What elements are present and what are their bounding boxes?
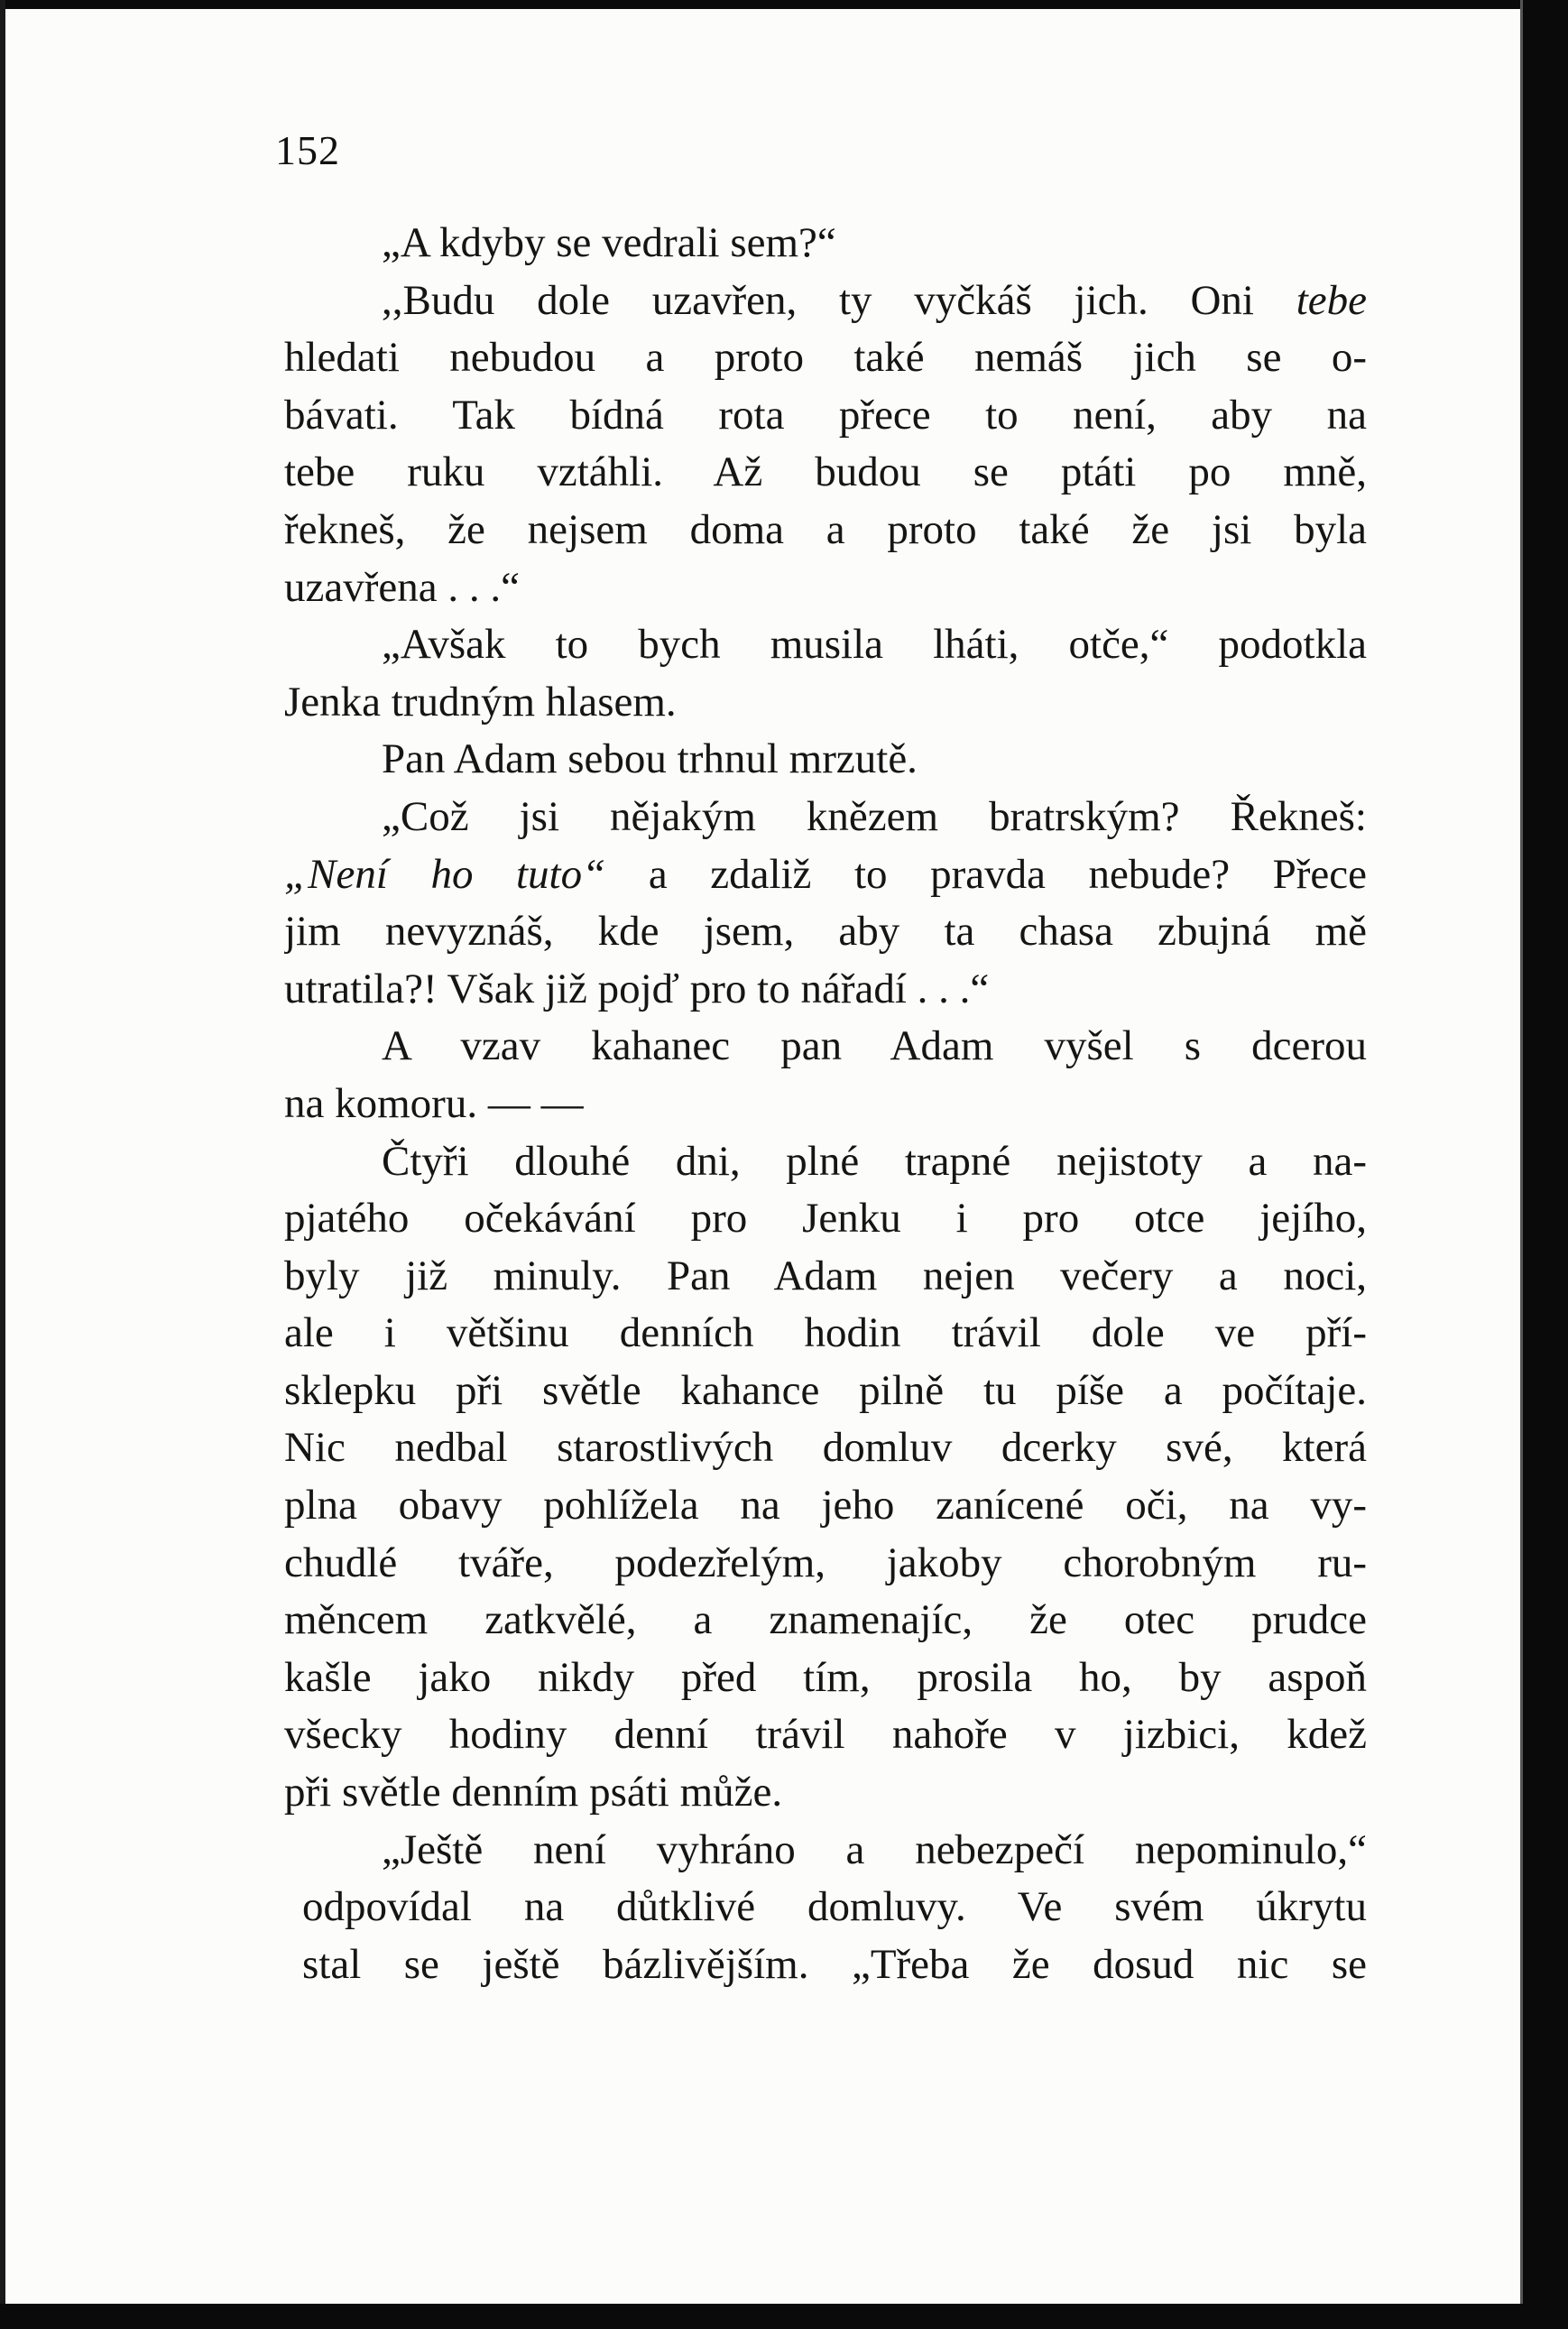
text-segment: a zdaliž to pravda nebude? Přece	[605, 850, 1367, 898]
text-line: tebe ruku vztáhli. Až budou se ptáti po mně,	[284, 448, 1367, 496]
scan-border-bottom	[0, 2304, 1568, 2329]
text-line: Pan Adam sebou trhnul mrzutě.	[382, 735, 918, 783]
text-line: pjatého očekávání pro Jenku i pro otce jejího,	[284, 1195, 1367, 1243]
scan-border-top	[0, 0, 1568, 9]
text-line: odpovídal na důtklivé domluvy. Ve svém úkrytu	[302, 1883, 1367, 1931]
text-line: všecky hodiny denní trávil nahoře v jizbici, kdež	[284, 1711, 1367, 1759]
text-line: jim nevyznáš, kde jsem, aby ta chasa zbujná mě	[284, 908, 1367, 956]
text-line: řekneš, že nejsem doma a proto také že jsi byla	[284, 505, 1367, 553]
text-line: hledati nebudou a proto také nemáš jich se o-	[284, 334, 1367, 382]
text-line: sklepku při světle kahance pilně tu píše a počítaje.	[284, 1366, 1367, 1414]
text-line	[284, 273, 1367, 330]
text-line: na komoru. — —	[284, 1079, 584, 1127]
text-line	[284, 846, 1367, 904]
page-number: 152	[275, 127, 340, 173]
text-line: měncem zatkvělé, a znamenajíc, že otec prudce	[284, 1596, 1367, 1644]
italic-text: „Není ho tuto“	[284, 850, 606, 898]
text-line: Jenka trudným hlasem.	[284, 678, 677, 726]
text-line: při světle denním psáti může.	[284, 1769, 783, 1816]
text-line: stal se ještě bázlivějším. „Třeba že dosud nic se	[302, 1940, 1367, 1988]
text-line: kašle jako nikdy před tím, prosila ho, by aspoň	[284, 1653, 1367, 1701]
scan-border-left	[0, 0, 5, 2329]
text-line: „Což jsi nějakým knězem bratrským? Řekneš:	[382, 792, 1367, 840]
text-line: uzavřena . . .“	[284, 563, 520, 611]
text-line: ale i většinu denních hodin trávil dole ve pří-	[284, 1309, 1367, 1357]
text-line: „Avšak to bych musila lháti, otče,“ podotkla	[382, 621, 1367, 669]
text-line: bávati. Tak bídná rota přece to není, aby na	[284, 391, 1367, 439]
text-line: plna obavy pohlížela na jeho zanícené oči, na vy-	[284, 1482, 1367, 1530]
scan-border-right	[1523, 0, 1568, 2329]
body-text	[284, 215, 1367, 1993]
text-line: „Ještě není vyhráno a nebezpečí nepominulo,“	[382, 1825, 1367, 1873]
text-line: utratila?! Však již pojď pro to nářadí . . .“	[284, 965, 990, 1012]
text-line: A vzav kahanec pan Adam vyšel s dcerou	[382, 1022, 1367, 1070]
italic-text: tebe	[1296, 276, 1367, 324]
text-line: byly již minuly. Pan Adam nejen večery a noci,	[284, 1252, 1367, 1299]
text-line: „A kdyby se vedrali sem?“	[382, 219, 836, 266]
text-segment: ,,Budu dole uzavřen, ty vyčkáš jich. Oni	[382, 276, 1296, 324]
text-line: Čtyři dlouhé dni, plné trapné nejistoty a na-	[382, 1137, 1367, 1185]
text-line: chudlé tváře, podezřelým, jakoby chorobným ru-	[284, 1539, 1367, 1586]
text-line: Nic nedbal starostlivých domluv dcerky své, která	[284, 1424, 1367, 1472]
